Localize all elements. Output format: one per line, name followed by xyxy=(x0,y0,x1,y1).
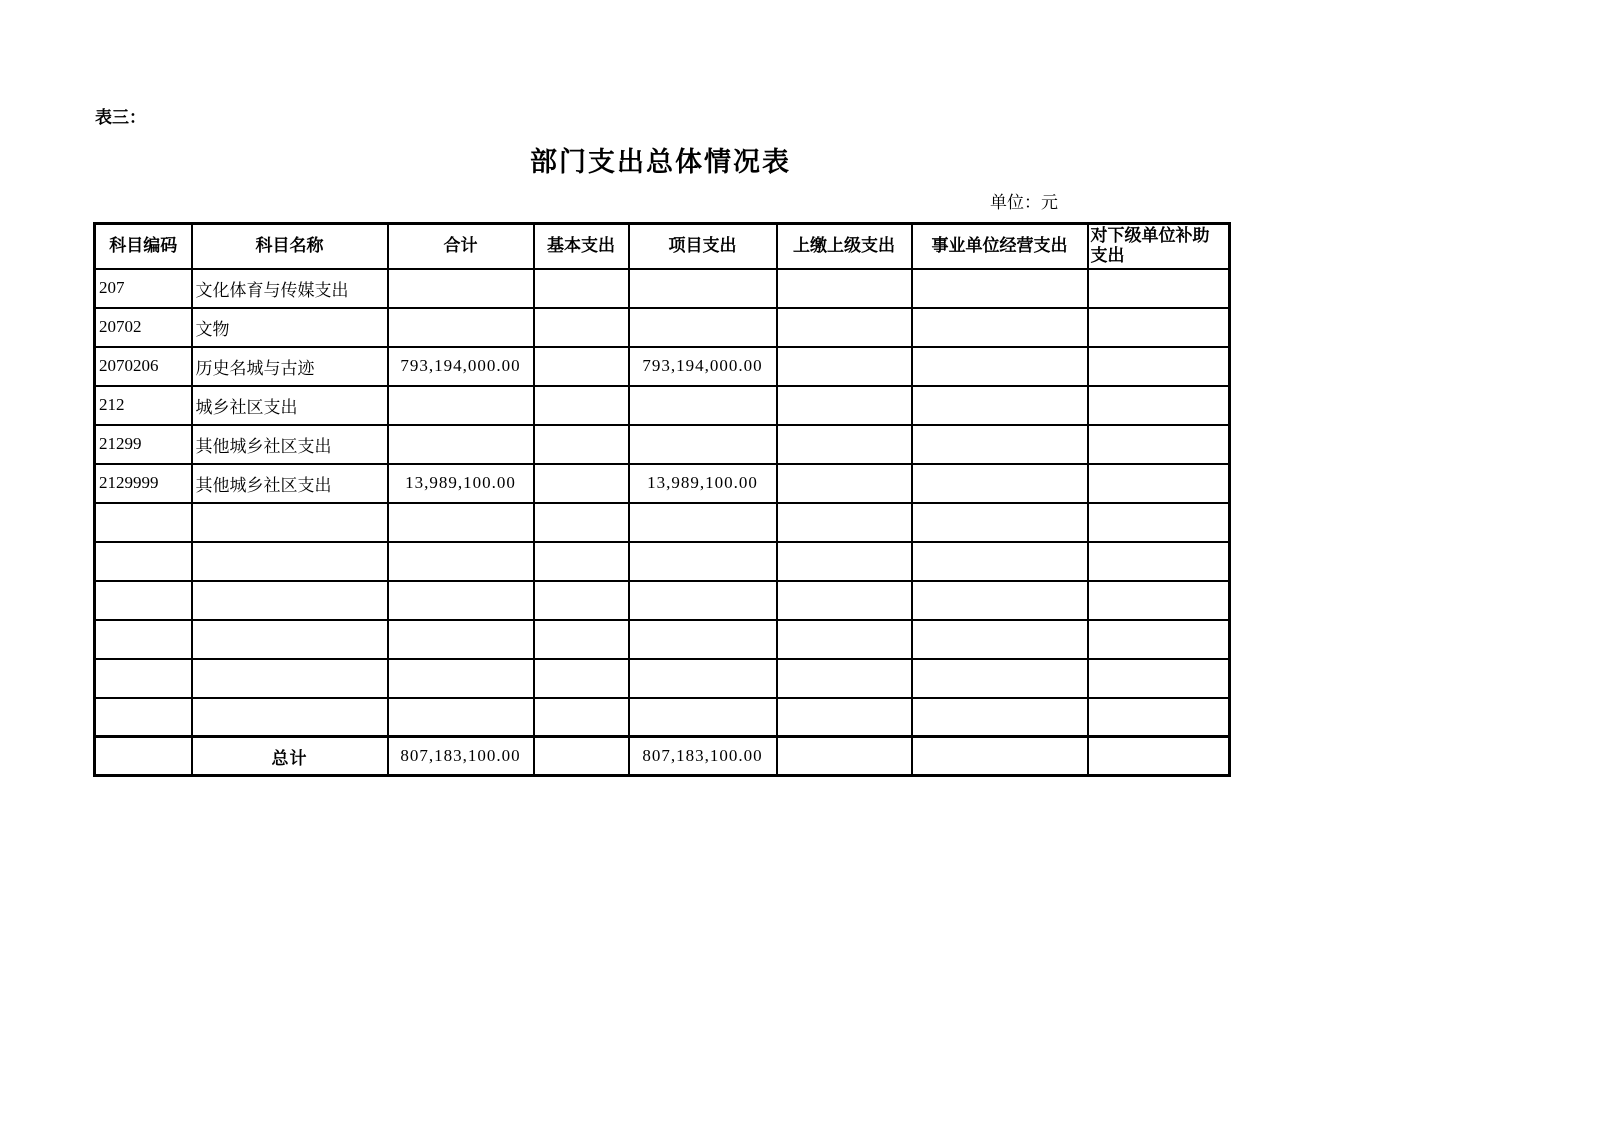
cell-operating xyxy=(912,542,1088,581)
cell-code xyxy=(95,737,192,776)
cell-subsidy xyxy=(1088,542,1230,581)
cell-project: 793,194,000.00 xyxy=(629,347,777,386)
cell-upper-level xyxy=(777,269,912,308)
cell-basic xyxy=(534,503,629,542)
cell-name xyxy=(192,503,388,542)
cell-project xyxy=(629,620,777,659)
cell-subsidy xyxy=(1088,464,1230,503)
table-row xyxy=(95,698,1230,737)
cell-code xyxy=(95,542,192,581)
cell-project xyxy=(629,581,777,620)
cell-upper-level xyxy=(777,308,912,347)
cell-subsidy xyxy=(1088,269,1230,308)
column-header-2: 合计 xyxy=(388,224,534,269)
cell-total xyxy=(388,659,534,698)
sheet-label: 表三： xyxy=(95,108,146,127)
cell-upper-level xyxy=(777,542,912,581)
cell-total: 13,989,100.00 xyxy=(388,464,534,503)
column-header-6: 事业单位经营支出 xyxy=(912,224,1088,269)
cell-operating xyxy=(912,425,1088,464)
cell-total xyxy=(388,386,534,425)
table-row xyxy=(95,347,1230,386)
table-row xyxy=(95,386,1230,425)
cell-upper-level xyxy=(777,620,912,659)
cell-code: 2070206 xyxy=(95,347,192,386)
cell-subsidy xyxy=(1088,698,1230,737)
cell-name xyxy=(192,620,388,659)
cell-code xyxy=(95,581,192,620)
cell-basic xyxy=(534,698,629,737)
cell-code xyxy=(95,698,192,737)
cell-name: 城乡社区支出 xyxy=(192,386,388,425)
cell-basic xyxy=(534,659,629,698)
cell-subsidy xyxy=(1088,425,1230,464)
cell-operating xyxy=(912,464,1088,503)
table-row xyxy=(95,620,1230,659)
page-title: 部门支出总体情况表 xyxy=(530,147,791,177)
cell-project xyxy=(629,386,777,425)
cell-total xyxy=(388,503,534,542)
cell-upper-level xyxy=(777,503,912,542)
table-row xyxy=(95,308,1230,347)
cell-subsidy xyxy=(1088,659,1230,698)
cell-operating xyxy=(912,308,1088,347)
cell-subsidy xyxy=(1088,386,1230,425)
column-header-1: 科目名称 xyxy=(192,224,388,269)
cell-subsidy xyxy=(1088,503,1230,542)
cell-name xyxy=(192,581,388,620)
cell-operating xyxy=(912,581,1088,620)
cell-subsidy xyxy=(1088,308,1230,347)
cell-basic xyxy=(534,581,629,620)
cell-code xyxy=(95,659,192,698)
cell-operating xyxy=(912,659,1088,698)
table-row xyxy=(95,503,1230,542)
column-header-3: 基本支出 xyxy=(534,224,629,269)
cell-project xyxy=(629,269,777,308)
cell-code xyxy=(95,620,192,659)
cell-subsidy xyxy=(1088,347,1230,386)
cell-operating xyxy=(912,503,1088,542)
cell-total: 807,183,100.00 xyxy=(388,737,534,776)
cell-basic xyxy=(534,308,629,347)
cell-basic xyxy=(534,464,629,503)
cell-operating xyxy=(912,386,1088,425)
cell-upper-level xyxy=(777,581,912,620)
cell-code: 212 xyxy=(95,386,192,425)
cell-name: 总计 xyxy=(192,737,388,776)
cell-upper-level xyxy=(777,425,912,464)
cell-total xyxy=(388,425,534,464)
cell-name xyxy=(192,698,388,737)
cell-project xyxy=(629,698,777,737)
table-row xyxy=(95,464,1230,503)
cell-subsidy xyxy=(1088,737,1230,776)
cell-code: 2129999 xyxy=(95,464,192,503)
total-row xyxy=(95,737,1230,776)
cell-total: 793,194,000.00 xyxy=(388,347,534,386)
cell-upper-level xyxy=(777,386,912,425)
cell-basic xyxy=(534,347,629,386)
cell-upper-level xyxy=(777,698,912,737)
cell-code: 21299 xyxy=(95,425,192,464)
table-row xyxy=(95,269,1230,308)
cell-name: 文物 xyxy=(192,308,388,347)
cell-project xyxy=(629,308,777,347)
expenditure-table xyxy=(93,222,1231,777)
cell-subsidy xyxy=(1088,581,1230,620)
cell-name: 其他城乡社区支出 xyxy=(192,425,388,464)
column-header-0: 科目编码 xyxy=(95,224,192,269)
cell-total xyxy=(388,269,534,308)
cell-code xyxy=(95,503,192,542)
cell-basic xyxy=(534,386,629,425)
table-row xyxy=(95,542,1230,581)
cell-name xyxy=(192,542,388,581)
table-row xyxy=(95,659,1230,698)
cell-upper-level xyxy=(777,347,912,386)
cell-name xyxy=(192,659,388,698)
cell-project: 807,183,100.00 xyxy=(629,737,777,776)
cell-code: 20702 xyxy=(95,308,192,347)
cell-operating xyxy=(912,347,1088,386)
column-header-7: 对下级单位补助支出 xyxy=(1088,224,1230,269)
cell-upper-level xyxy=(777,464,912,503)
cell-upper-level xyxy=(777,659,912,698)
column-header-4: 项目支出 xyxy=(629,224,777,269)
table-row xyxy=(95,425,1230,464)
cell-operating xyxy=(912,698,1088,737)
cell-total xyxy=(388,620,534,659)
cell-basic xyxy=(534,269,629,308)
cell-operating xyxy=(912,269,1088,308)
table-row xyxy=(95,581,1230,620)
cell-basic xyxy=(534,620,629,659)
cell-basic xyxy=(534,425,629,464)
cell-project xyxy=(629,542,777,581)
cell-name: 文化体育与传媒支出 xyxy=(192,269,388,308)
cell-basic xyxy=(534,542,629,581)
cell-operating xyxy=(912,737,1088,776)
cell-total xyxy=(388,308,534,347)
cell-subsidy xyxy=(1088,620,1230,659)
cell-project xyxy=(629,503,777,542)
cell-total xyxy=(388,542,534,581)
cell-total xyxy=(388,581,534,620)
cell-project xyxy=(629,425,777,464)
cell-project: 13,989,100.00 xyxy=(629,464,777,503)
unit-note: 单位：元 xyxy=(990,193,1058,212)
cell-code: 207 xyxy=(95,269,192,308)
cell-name: 其他城乡社区支出 xyxy=(192,464,388,503)
table-body xyxy=(95,269,1230,776)
cell-name: 历史名城与古迹 xyxy=(192,347,388,386)
cell-total xyxy=(388,698,534,737)
cell-upper-level xyxy=(777,737,912,776)
cell-project xyxy=(629,659,777,698)
cell-basic xyxy=(534,737,629,776)
cell-operating xyxy=(912,620,1088,659)
column-header-5: 上缴上级支出 xyxy=(777,224,912,269)
header-row xyxy=(95,224,1230,269)
